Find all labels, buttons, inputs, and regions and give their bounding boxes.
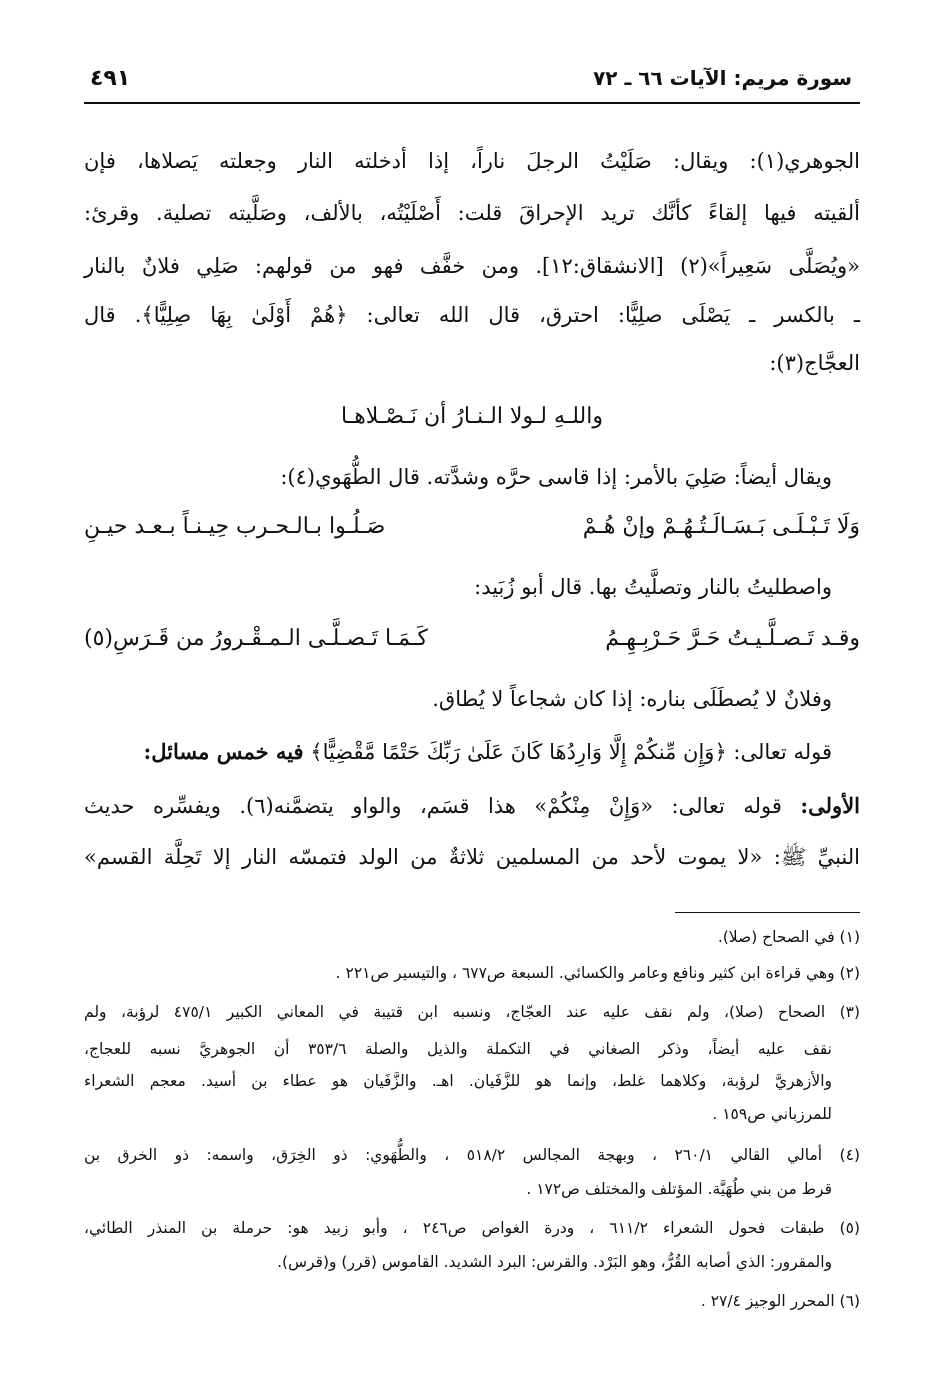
footnote-3-line-3: والأزهريَّ لرؤبة، وكلاهما غلط، وإنما هو للزَّفَيان. اهـ. والزَّفَيان هو عطاء بن أسيد. معجم الشعراء — [84, 1072, 832, 1090]
poem-verse-2-second-hemistich: صَـلُـوا بـالـحـرب حِيـنـاً بـعـد حيـنِ — [84, 514, 386, 539]
body-line-7: واصطليتُ بالنار وتصلَّيتُ بها. قال أبو زُبَيد: — [474, 575, 832, 599]
poem-verse-2-first-hemistich: وَلَا تَـبْـلَـى بَـسَـالَـتُـهُـمْ وإنْ هُـمْ — [582, 514, 860, 539]
body-line-9 — [84, 737, 832, 767]
body-line-10 — [84, 791, 860, 821]
footnote-1: (١) في الصحاح (صلا). — [717, 928, 860, 946]
body-line-8: وفلانٌ لا يُصطَلَى بناره: إذا كان شجاعاً لا يُطاق. — [432, 687, 832, 711]
footnote-3-line-2: نقف عليه أيضاً، وذكر الصغاني في التكملة والذيل والصلة ٣٥٣/٦ أن الجوهريَّ نسبه للعجاج، — [84, 1040, 832, 1058]
footnote-3-line-1: (٣) الصحاح (صلا)، ولم نقف عليه عند العجّاج، ونسبه ابن قتيبة في المعاني الكبير ٤٧٥/١ لرؤبة، ولم — [84, 1003, 861, 1021]
body-line-6: ويقال أيضاً: صَلِيَ بالأمر: إذا قاسى حرَّه وشدَّته. قال الطُّهَوي(٤): — [280, 465, 832, 489]
section-intro: فيه خمس مسائل: — [143, 739, 304, 764]
footnote-4-line-1: (٤) أمالي القالي ٢٦٠/١ ، وبهجة المجالس ٥١٨/٢ ، والطُّهَوي: ذو الخِرَق، واسمه: ذو الخرق بن — [84, 1146, 860, 1164]
footnote-2: (٢) وهي قراءة ابن كثير ونافع وعامر والكسائي. السبعة ص٦٧٧ ، والتيسير ص٢٢١ . — [335, 964, 860, 982]
body-line-3: «ويُصَلَّى سَعِيراً»(٢) [الانشقاق:١٢]. ومن خفَّف فهو من قولهم: صَلِي فلانٌ بالنار — [84, 254, 860, 278]
body-line-4: ـ بالكسر ـ يَصْلَى صلِيًّا: احترق، قال الله تعالى: ﴿هُمْ أَوْلَىٰ بِهَا صِلِيًّا﴾. قال — [84, 303, 860, 327]
header-divider — [84, 102, 860, 104]
issue-first-text: قوله تعالى: «وَإِنْ مِنْكُمْ» هذا قسَم، والواو يتضمَّنه(٦). ويفسِّره حديث — [84, 794, 782, 818]
footnote-4-line-2: قرط من بني طُهَيَّة. المؤتلف والمختلف ص١٧٢ . — [526, 1180, 832, 1198]
footnote-6: (٦) المحرر الوجيز ٢٧/٤ . — [700, 1292, 860, 1310]
poem-verse-3-first-hemistich: وقـد تَـصـلَّـيـتُ حَـرَّ حَـرْبِـهِـمُ — [605, 626, 860, 651]
footnote-5-line-2: والمقرور: الذي أصابه القُرُّ، وهو البَرْد. والقرس: البرد الشديد. القاموس (قرر) و(قرس). — [277, 1253, 832, 1271]
footnote-3-line-4: للمرزباني ص١٥٩ . — [712, 1105, 832, 1123]
body-line-2: ألقيته فيها إلقاءً كأنَّك تريد الإحراقَ قلت: أَصْلَيْتُه، بالألف، وصَلَّيته تصلية. وقرئ: — [84, 201, 860, 225]
issue-label-first: الأولى: — [800, 793, 861, 818]
running-header-title: سورة مريم: الآيات ٦٦ ـ ٧٢ — [593, 66, 852, 90]
body-line-1: الجوهري(١): ويقال: صَلَيْتُ الرجلَ ناراً، إذا أدخلته النار وجعلته يَصلاها، فإن — [84, 149, 860, 173]
body-line-5: العجَّاج(٣): — [769, 351, 860, 375]
poem-verse-1: واللـهِ لـولا الـنـارُ أن نَـصْـلاهـا — [341, 404, 603, 429]
footnote-5-line-1: (٥) طبقات فحول الشعراء ٦١١/٢ ، ودرة الغواص ص٢٤٦ ، وأبو زبيد هو: حرملة بن المنذر الطائي، — [84, 1219, 860, 1237]
footnote-divider — [675, 912, 860, 913]
quran-verse-quote: قوله تعالى: ﴿وَإِن مِّنكُمْ إِلَّا وَارِدُهَا كَانَ عَلَىٰ رَبِّكَ حَتْمًا مَّقْضِيًّا﴾ — [310, 740, 832, 764]
poem-verse-3-second-hemistich: كَـمَـا تَـصـلَّـى الـمـقْـرورُ من قَـرَسِ(٥) — [84, 626, 428, 651]
page-number: ٤٩١ — [90, 66, 131, 91]
body-line-11: النبيِّ ﷺ: «لا يموت لأحد من المسلمين ثلاثةٌ من الولد فتمسّه النار إلا تَحِلَّة القسم» — [84, 845, 860, 869]
